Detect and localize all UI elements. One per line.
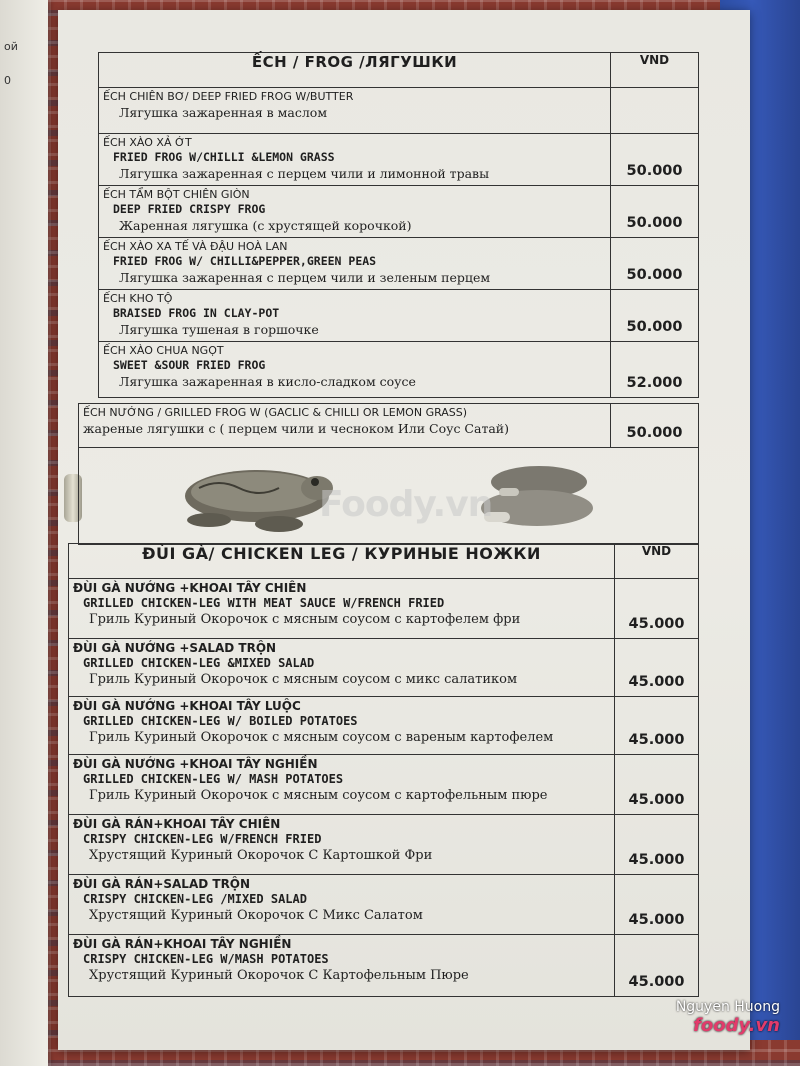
- menu-item-desc: [99, 238, 611, 290]
- item-name-vn: ĐÙI GÀ RÁN+KHOAI TÂY NGHIỀN: [73, 937, 292, 951]
- item-name-en: GRILLED CHICKEN-LEG W/ MASH POTATOES: [83, 772, 344, 786]
- item-name-ru: Лягушка зажаренная с перцем чили и лимонной травы: [119, 166, 490, 181]
- menu-item-row[interactable]: [69, 815, 699, 875]
- menu-item-row[interactable]: [99, 342, 699, 398]
- item-name-en: GRILLED CHICKEN-LEG &MIXED SALAD: [83, 656, 315, 670]
- item-price: 50.000: [611, 290, 699, 342]
- menu-item-row[interactable]: [69, 755, 699, 815]
- frog-section-title: ẾCH / FROG /ЛЯГУШКИ: [99, 53, 611, 88]
- item-name-vn: ĐÙI GÀ NƯỚNG +KHOAI TÂY NGHIỀN: [73, 757, 318, 771]
- item-name-vn: ĐÙI GÀ NƯỚNG +KHOAI TÂY LUỘC: [73, 699, 301, 713]
- menu-item-row[interactable]: [99, 290, 699, 342]
- left-page-fragment: 0: [4, 74, 11, 87]
- menu-item-desc: [69, 579, 615, 639]
- menu-item-row[interactable]: [69, 579, 699, 639]
- item-price: 45.000: [615, 935, 699, 997]
- menu-item-row[interactable]: [99, 238, 699, 290]
- menu-item-row[interactable]: [69, 935, 699, 997]
- illustration-area: [79, 448, 698, 544]
- menu-item-row[interactable]: [69, 875, 699, 935]
- menu-item-desc: [99, 134, 611, 186]
- menu-item-desc: [69, 815, 615, 875]
- chicken-leg-illustration-icon: [481, 466, 593, 526]
- item-price: 45.000: [615, 579, 699, 639]
- chicken-header-row: [69, 544, 699, 579]
- item-price: 50.000: [611, 404, 699, 448]
- item-price: [611, 88, 699, 134]
- item-name-ru: Хрустящий Куриный Окорочок С Картофельным Пюре: [89, 968, 469, 983]
- item-name-vn: ẾCH XÀO XẢ ỚT: [103, 136, 192, 149]
- chicken-section-title: ĐÙI GÀ/ CHICKEN LEG / КУРИНЫЕ НОЖКИ: [69, 544, 615, 579]
- frog-grilled-table: [78, 403, 699, 545]
- item-price: 50.000: [611, 186, 699, 238]
- menu-item-row[interactable]: [79, 404, 699, 448]
- item-name-ru: Гриль Куриный Окорочок с мясным соусом с картофелем фри: [89, 612, 521, 627]
- left-page-fragment: ой: [4, 40, 18, 53]
- item-name-ru: Лягушка зажаренная в маслом: [119, 105, 328, 120]
- menu-item-desc: [99, 290, 611, 342]
- item-name-vn: ẾCH TẨM BỘT CHIÊN GIÒN: [103, 188, 250, 201]
- item-name-en: CRISPY CHICKEN-LEG W/MASH POTATOES: [83, 952, 329, 966]
- menu-item-desc: [69, 875, 615, 935]
- item-price: 50.000: [611, 134, 699, 186]
- item-name-en: GRILLED CHICKEN-LEG W/ BOILED POTATOES: [83, 714, 358, 728]
- item-name-ru: Жаренная лягушка (с хрустящей корочкой): [119, 218, 412, 233]
- credit-name: Nguyen Huong: [675, 999, 780, 1015]
- item-name-vn: ĐÙI GÀ NƯỚNG +KHOAI TÂY CHIÊN: [73, 581, 307, 595]
- item-name-en: CRISPY CHICKEN-LEG /MIXED SALAD: [83, 892, 307, 906]
- item-name-ru: Хрустящий Куриный Окорочок С Картошкой Фри: [89, 848, 433, 863]
- frog-illustration-icon: [185, 470, 333, 532]
- item-name-vn: ẾCH XÀO CHUA NGỌT: [103, 344, 224, 357]
- item-name-ru: Гриль Куриный Окорочок с мясным соусом с микс салатиком: [89, 672, 518, 687]
- item-name-ru: Гриль Куриный Окорочок с мясным соусом с картофельным пюре: [89, 788, 548, 803]
- item-name-ru: жареные лягушки с ( перцем чили и чесноком Или Соус Сатай): [83, 421, 510, 436]
- frog-header-row: [99, 53, 699, 88]
- frog-menu-table: [98, 52, 699, 398]
- item-name-vn: ẾCH CHIÊN BƠ/ DEEP FRIED FROG W/BUTTER: [103, 90, 354, 103]
- menu-item-desc: [99, 186, 611, 238]
- menu-item-row[interactable]: [69, 697, 699, 755]
- illustration-row: [79, 448, 699, 545]
- item-name-ru: Хрустящий Куриный Окорочок С Микс Салатом: [89, 908, 423, 923]
- item-name-en: SWEET &SOUR FRIED FROG: [113, 358, 266, 372]
- item-name-vn: ĐÙI GÀ RÁN+SALAD TRỘN: [73, 877, 251, 891]
- chicken-menu-table: [68, 543, 699, 997]
- menu-item-desc: [69, 697, 615, 755]
- item-price: 45.000: [615, 875, 699, 935]
- menu-item-desc: [69, 639, 615, 697]
- item-name-en: BRAISED FROG IN CLAY-POT: [113, 306, 280, 320]
- item-name-ru: Лягушка зажаренная с перцем чили и зеленым перцем: [119, 270, 491, 285]
- photo-credit: [676, 999, 780, 1036]
- frog-currency-label: VND: [611, 53, 699, 88]
- item-price: 45.000: [615, 639, 699, 697]
- item-price: 45.000: [615, 815, 699, 875]
- item-price: 45.000: [615, 755, 699, 815]
- menu-item-desc: [79, 404, 611, 448]
- menu-item-row[interactable]: [99, 186, 699, 238]
- left-menu-page: [0, 0, 48, 1066]
- item-name-en: DEEP FRIED CRISPY FROG: [113, 202, 266, 216]
- menu-item-desc: [99, 88, 611, 134]
- item-name-vn: ẾCH NƯỚNG / GRILLED FROG W (GACLIC & CHILLI OR LEMON GRASS): [83, 406, 468, 419]
- item-name-vn: ĐÙI GÀ RÁN+KHOAI TÂY CHIÊN: [73, 817, 281, 831]
- menu-item-desc: [69, 935, 615, 997]
- item-price: 45.000: [615, 697, 699, 755]
- item-name-ru: Лягушка зажаренная в кисло-сладком соусе: [119, 374, 416, 389]
- chicken-currency-label: VND: [615, 544, 699, 579]
- menu-item-row[interactable]: [99, 134, 699, 186]
- item-name-en: GRILLED CHICKEN-LEG WITH MEAT SAUCE W/FRENCH FRIED: [83, 596, 445, 610]
- item-name-en: FRIED FROG W/ CHILLI&PEPPER,GREEN PEAS: [113, 254, 377, 268]
- item-name-en: FRIED FROG W/CHILLI &LEMON GRASS: [113, 150, 335, 164]
- item-name-vn: ẾCH XÀO XA TẾ VÀ ĐẬU HOÀ LAN: [103, 240, 288, 253]
- menu-item-desc: [99, 342, 611, 398]
- foody-watermark: Foody.vn: [319, 484, 493, 525]
- item-name-ru: Лягушка тушеная в горшочке: [119, 322, 319, 337]
- item-name-vn: ẾCH KHO TỘ: [103, 292, 173, 305]
- item-name-ru: Гриль Куриный Окорочок с мясным соусом с вареным картофелем: [89, 730, 554, 745]
- item-price: 52.000: [611, 342, 699, 398]
- item-price: 50.000: [611, 238, 699, 290]
- item-name-vn: ĐÙI GÀ NƯỚNG +SALAD TRỘN: [73, 641, 277, 655]
- foody-logo: foody.vn: [693, 1015, 780, 1036]
- menu-item-row[interactable]: [99, 88, 699, 134]
- item-name-en: CRISPY CHICKEN-LEG W/FRENCH FRIED: [83, 832, 322, 846]
- menu-item-desc: [69, 755, 615, 815]
- menu-item-row[interactable]: [69, 639, 699, 697]
